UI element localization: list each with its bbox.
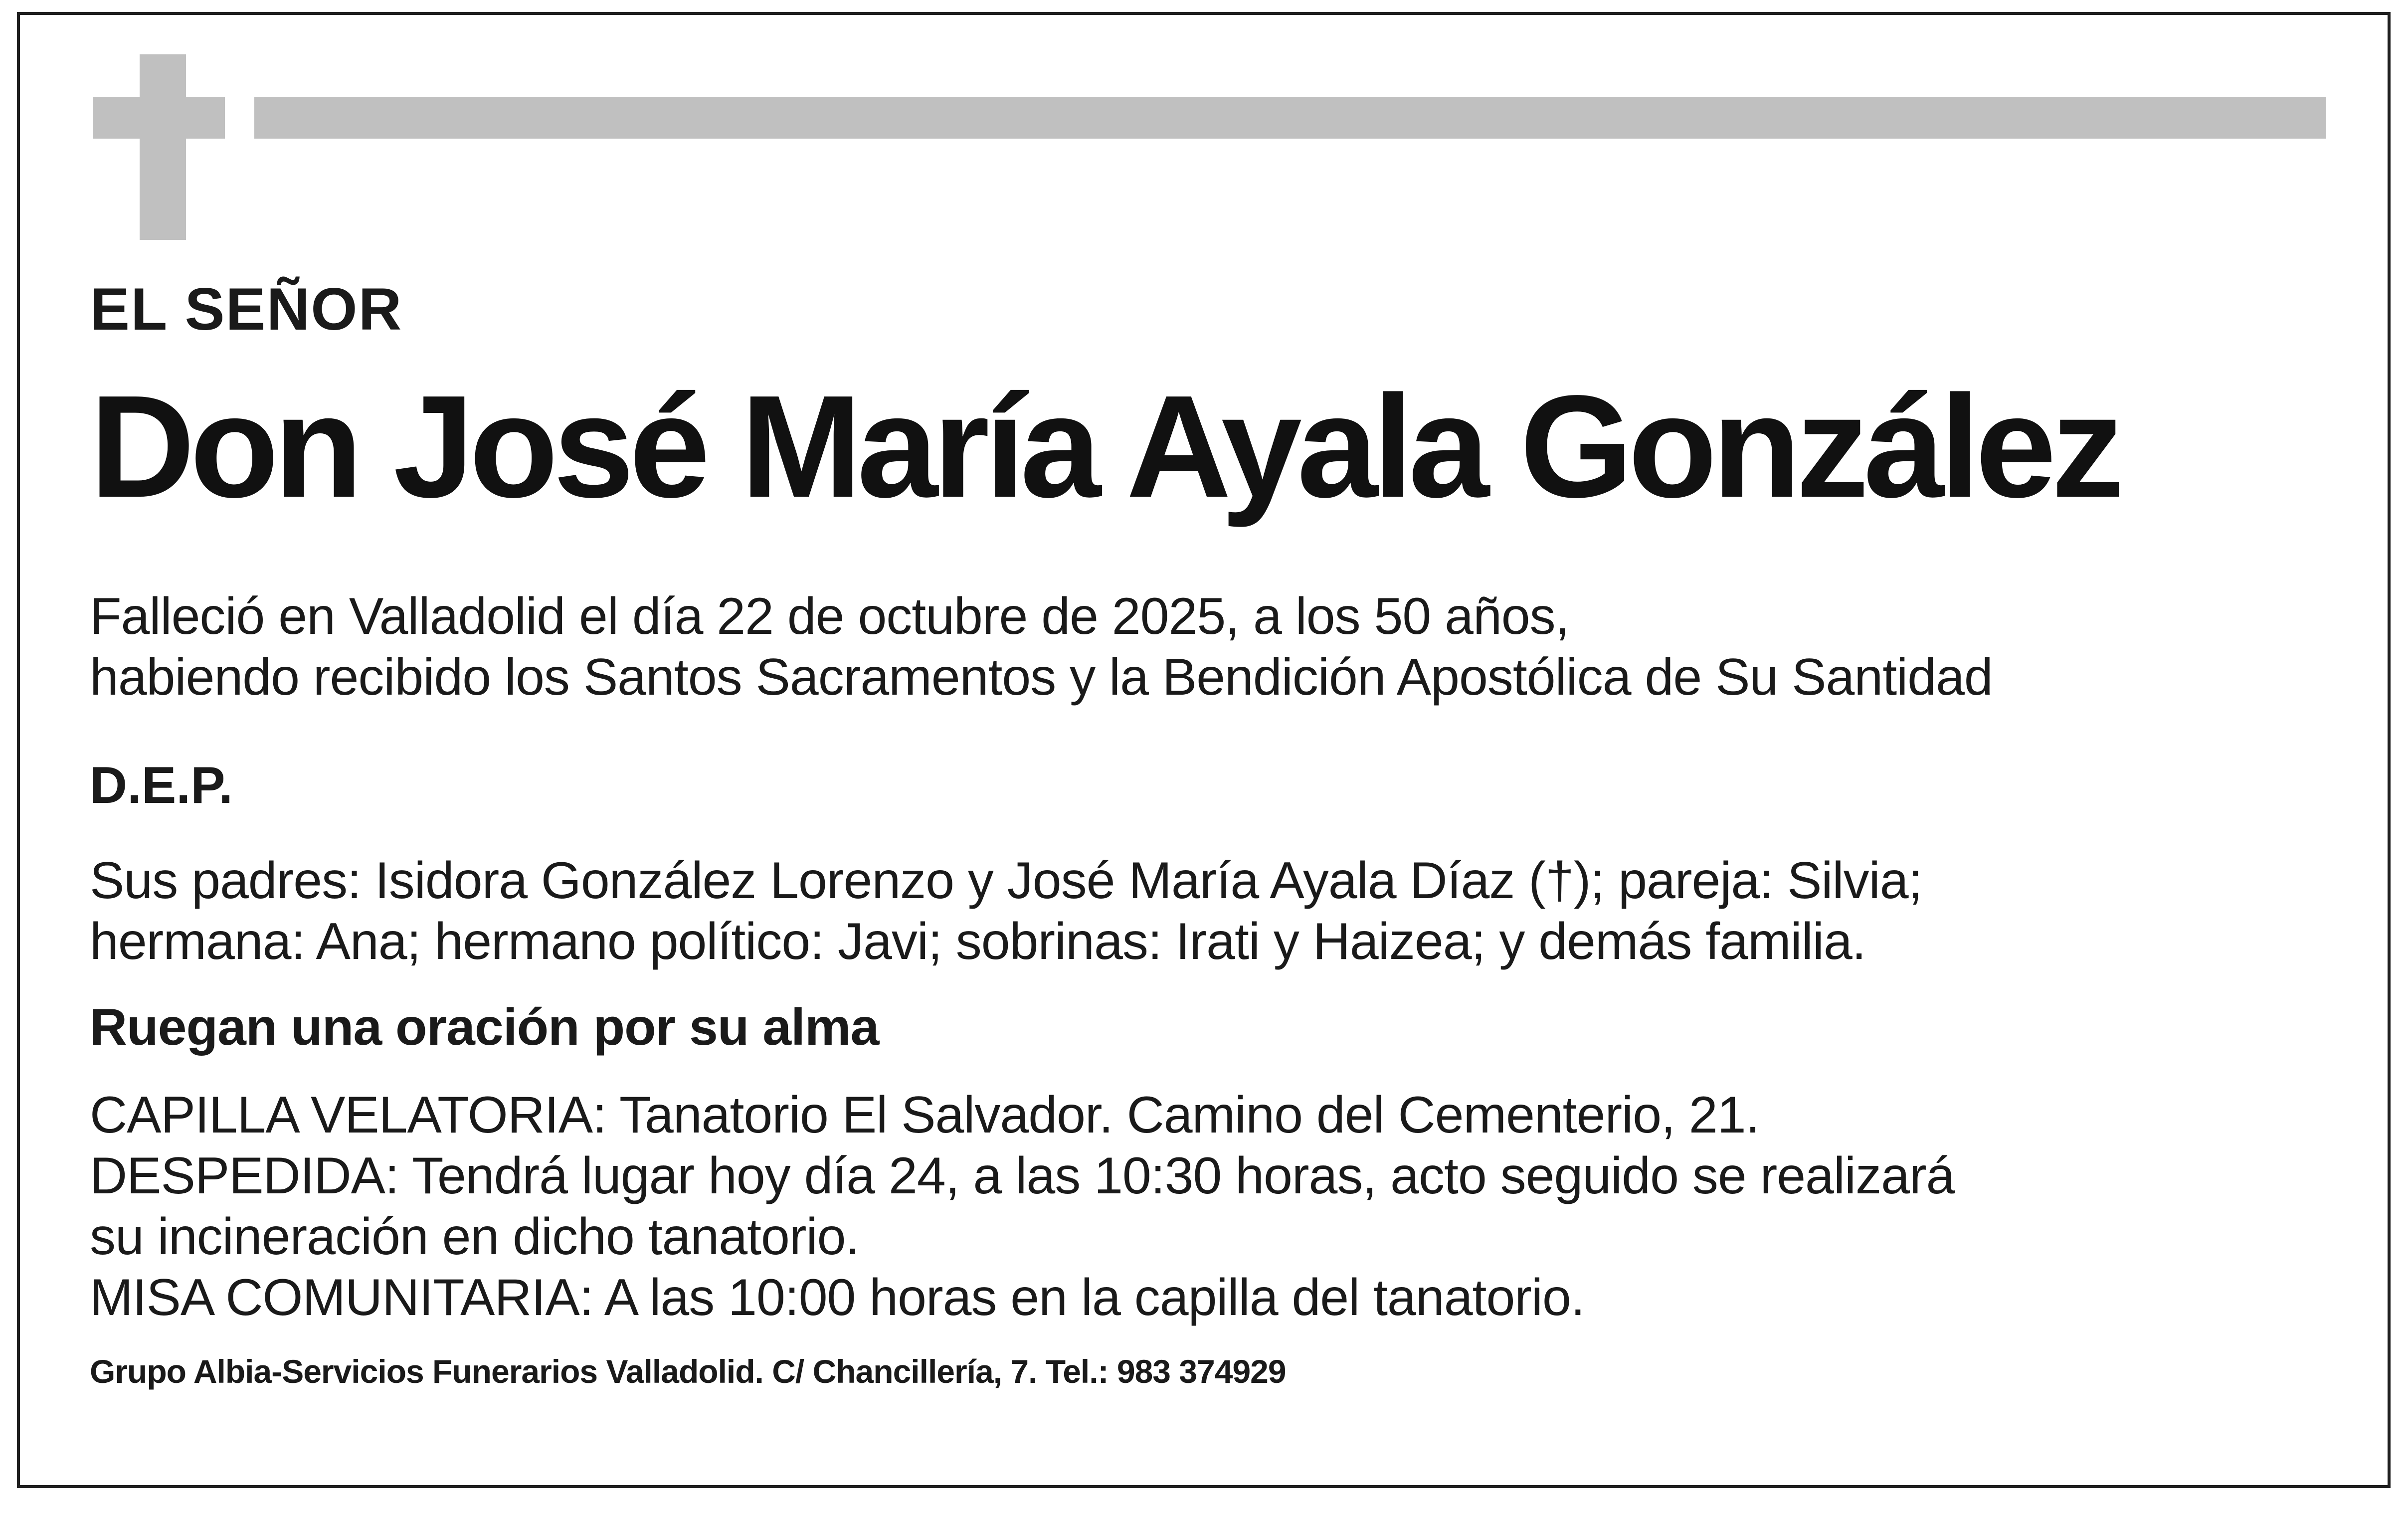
details-line: MISA COMUNITARIA: A las 10:00 horas en la capilla del tanatorio. — [90, 1269, 1585, 1326]
funeral-details — [90, 1085, 1954, 1328]
death-notice-line: Falleció en Valladolid el día 22 de octubre de 2025, a los 50 años, — [90, 587, 1569, 645]
latin-cross-icon — [140, 54, 186, 240]
deceased-name: Don José María Ayala González — [90, 365, 2119, 528]
prayer-request: Ruegan una oración por su alma — [90, 998, 879, 1056]
death-notice — [90, 586, 1993, 708]
family-line: Sus padres: Isidora González Lorenzo y José María Ayala Díaz (†); pareja: Silvia; — [90, 852, 1922, 910]
latin-cross-icon-arm — [93, 97, 225, 139]
header-rule — [254, 97, 2326, 139]
family-list — [90, 850, 1922, 972]
title-prefix: EL SEÑOR — [90, 276, 403, 343]
details-line: DESPEDIDA: Tendrá lugar hoy día 24, a las 10:30 horas, acto seguido se realizará — [90, 1147, 1955, 1205]
family-line: hermana: Ana; hermano político: Javi; sobrinas: Irati y Haizea; y demás familia. — [90, 913, 1866, 970]
details-line: su incineración en dicho tanatorio. — [90, 1208, 860, 1266]
death-notice-line: habiendo recibido los Santos Sacramentos y la Bendición Apostólica de Su Santidad — [90, 648, 1993, 706]
details-line: CAPILLA VELATORIA: Tanatorio El Salvador. Camino del Cementerio, 21. — [90, 1086, 1760, 1144]
dep-label: D.E.P. — [90, 757, 233, 814]
funeral-home-footer: Grupo Albia-Servicios Funerarios Valladolid. C/ Chancillería, 7. Tel.: 983 374929 — [90, 1353, 1286, 1390]
